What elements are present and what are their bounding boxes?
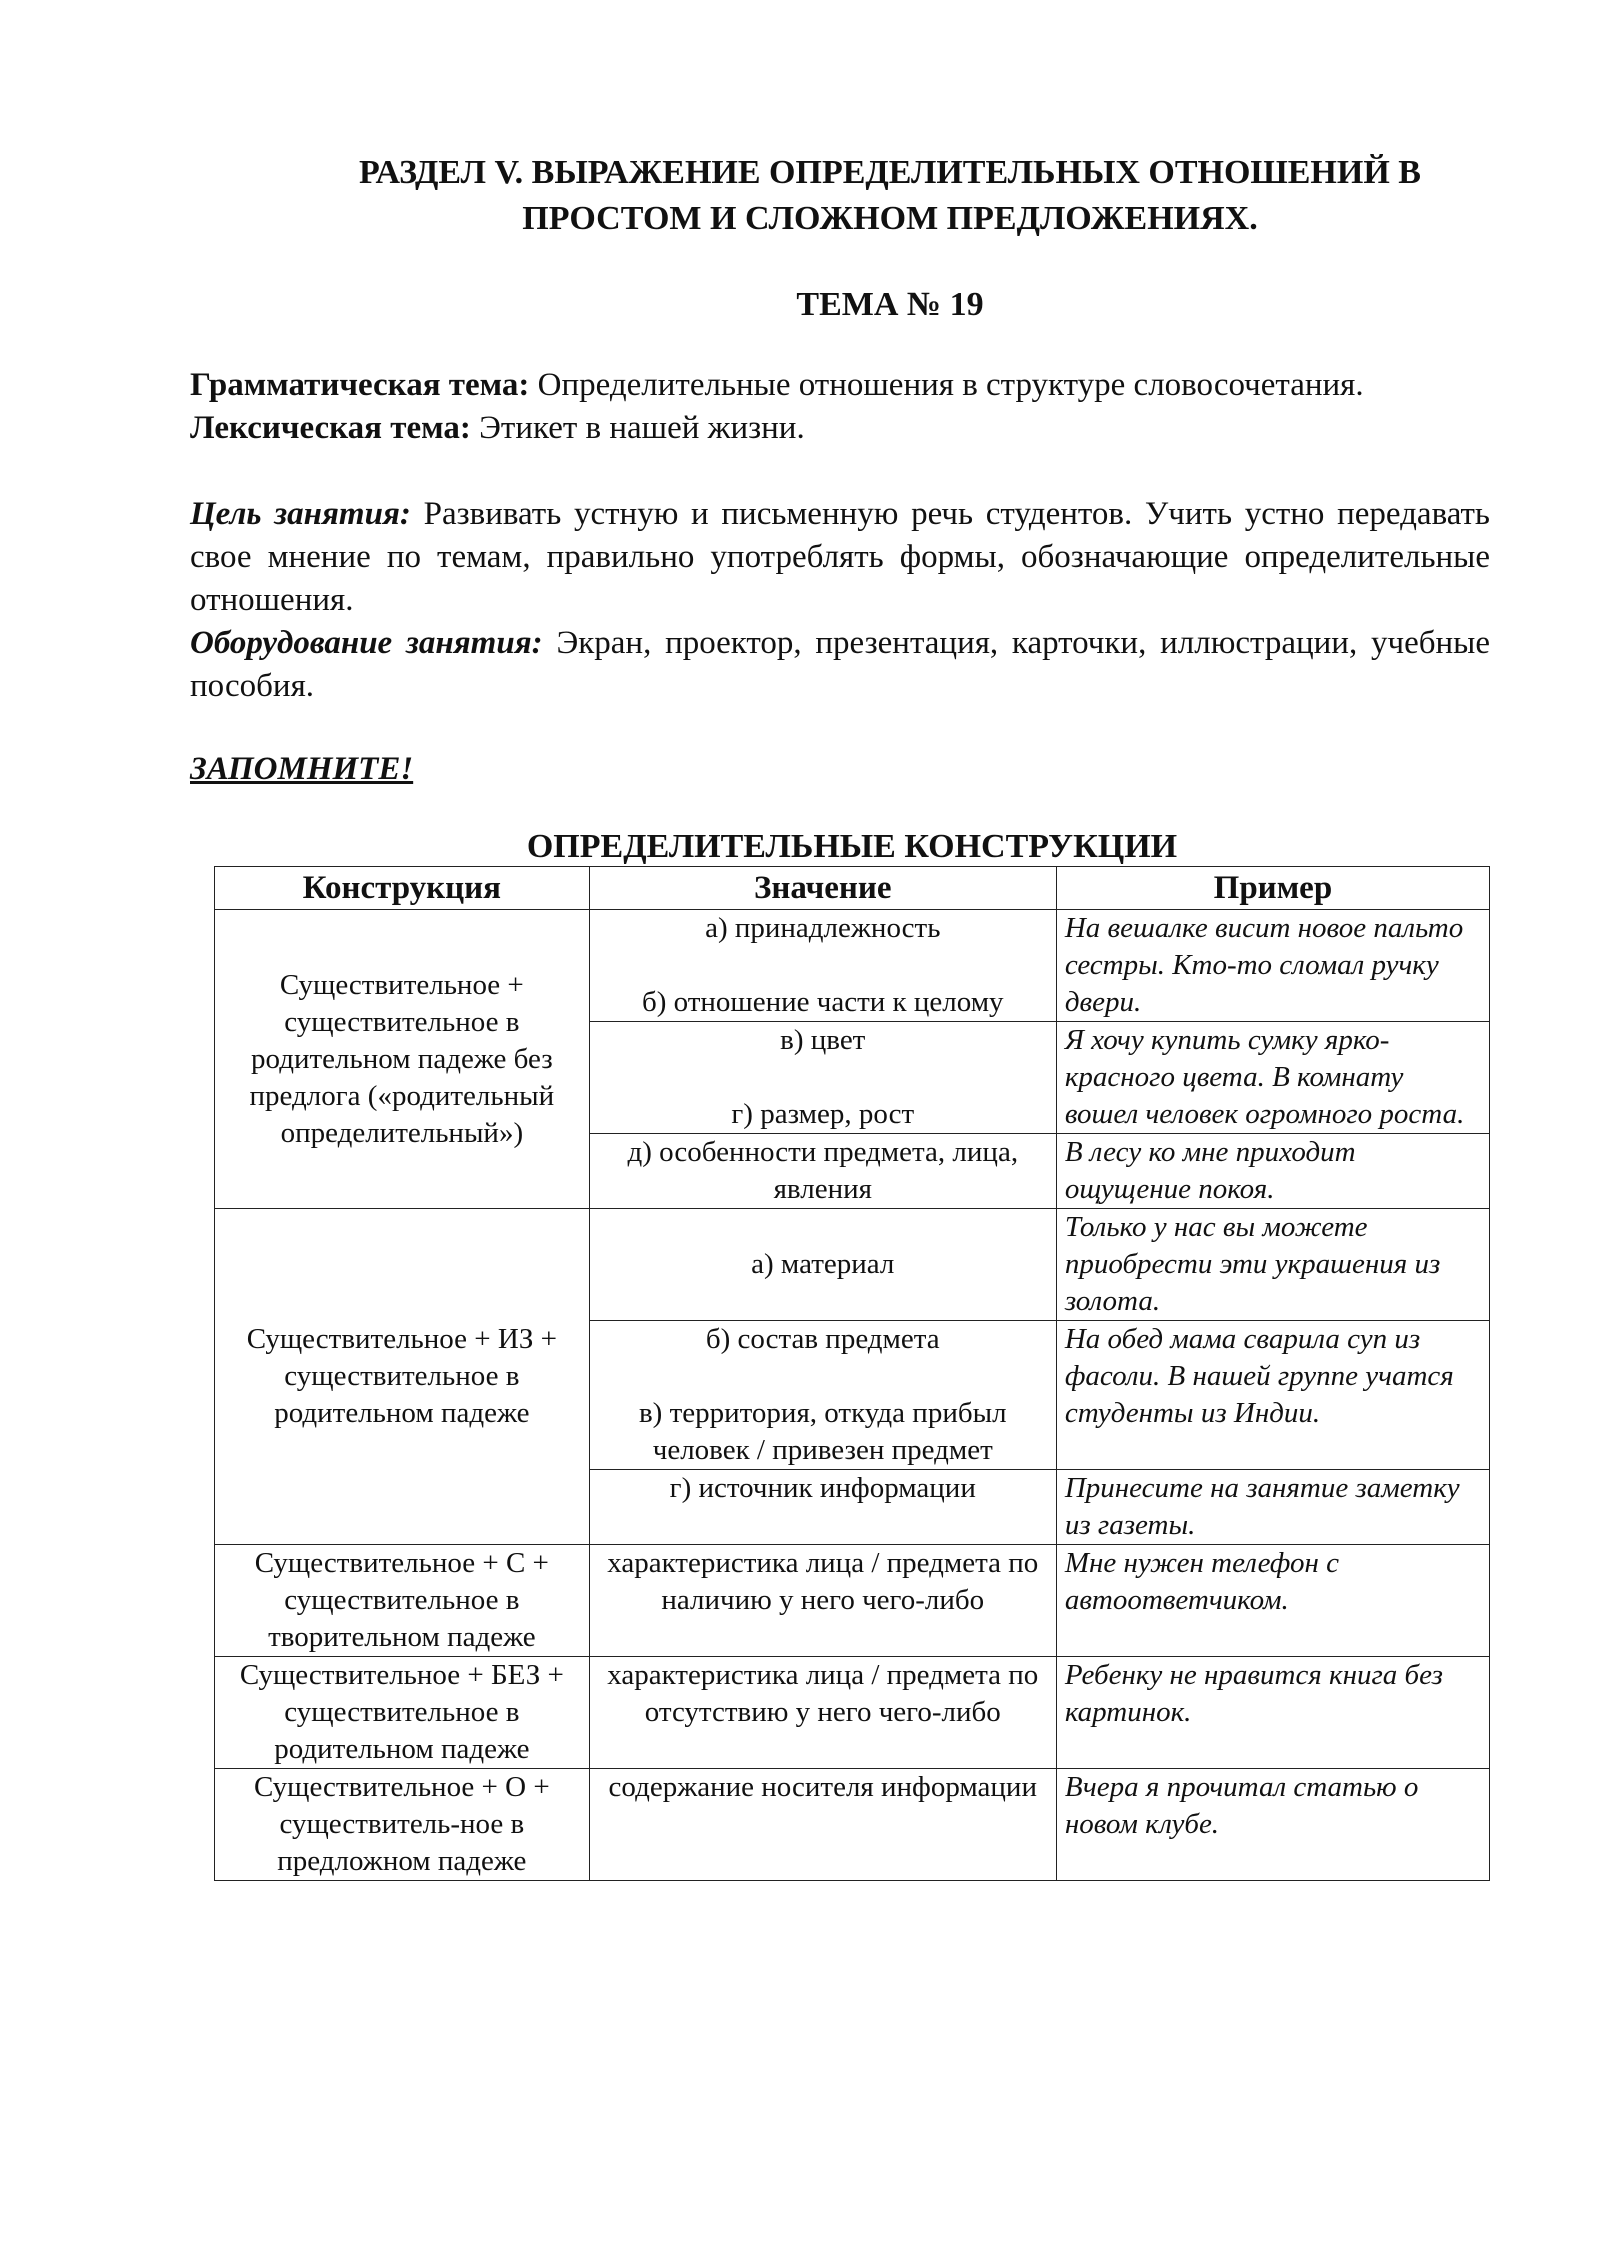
document-page	[190, 150, 1490, 1881]
goal-label: Цель занятия:	[190, 496, 411, 532]
header-construction: Конструкция	[215, 867, 590, 910]
example-cell: Вчера я прочитал статью о новом клубе.	[1056, 1769, 1489, 1881]
lesson-goal	[190, 493, 1490, 622]
header-meaning: Значение	[589, 867, 1056, 910]
construction-cell: Существительное + БЕЗ + существительное в родительном падеже	[215, 1657, 590, 1769]
example-cell: Принесите на занятие заметку из газеты.	[1056, 1470, 1489, 1545]
topic-number: ТЕМА № 19	[796, 286, 984, 323]
construction-cell: Существительное + ИЗ + существительное в родительном падеже	[215, 1209, 590, 1545]
construction-cell: Существительное + С + существительное в творительном падеже	[215, 1545, 590, 1657]
meaning-cell: д) особенности предмета, лица, явления	[589, 1134, 1056, 1209]
lexical-topic	[190, 407, 1490, 450]
grammar-topic	[190, 364, 1490, 407]
example-cell: Только у нас вы можете приобрести эти украшения из золота.	[1056, 1209, 1489, 1321]
meaning-cell: характеристика лица / предмета по отсутствию у него чего-либо	[589, 1657, 1056, 1769]
grammar-text: Определительные отношения в структуре словосочетания.	[529, 367, 1364, 403]
equipment-text: Экран, проектор, презентация, карточки, иллюстрации, учебные пособия.	[190, 625, 1490, 704]
header-example: Пример	[1056, 867, 1489, 910]
table-row	[215, 1657, 1490, 1769]
lexical-label: Лексическая тема:	[190, 410, 471, 446]
meaning-cell: а) материал	[589, 1209, 1056, 1321]
example-cell: Мне нужен телефон с автоответчиком.	[1056, 1545, 1489, 1657]
example-cell: На вешалке висит новое пальто сестры. Кто-то сломал ручку двери.	[1056, 910, 1489, 1022]
section-title	[280, 150, 1500, 242]
section-title-line1: РАЗДЕЛ V. ВЫРАЖЕНИЕ ОПРЕДЕЛИТЕЛЬНЫХ ОТНОШЕНИЙ В	[359, 154, 1421, 191]
meaning-cell: а) принадлежность б) отношение части к целому	[589, 910, 1056, 1022]
example-cell: На обед мама сварила суп из фасоли. В нашей группе учатся студенты из Индии.	[1056, 1321, 1489, 1470]
goal-text: Развивать устную и письменную речь студентов. Учить устно передавать свое мнение по темам, правильно употреблять формы, обозначающие определительные отношения.	[190, 496, 1490, 618]
table-row	[215, 1545, 1490, 1657]
table-row	[215, 1209, 1490, 1321]
construction-cell: Существительное + существительное в родительном падеже без предлога («родительный определительный»)	[215, 910, 590, 1209]
example-cell: Я хочу купить сумку ярко-красного цвета. В комнату вошел человек огромного роста.	[1056, 1022, 1489, 1134]
remember-heading: ЗАПОМНИТЕ!	[190, 751, 414, 787]
meaning-cell: г) источник информации	[589, 1470, 1056, 1545]
example-cell: В лесу ко мне приходит ощущение покоя.	[1056, 1134, 1489, 1209]
section-title-line2: ПРОСТОМ И СЛОЖНОМ ПРЕДЛОЖЕНИЯХ.	[522, 200, 1258, 237]
lesson-equipment	[190, 622, 1490, 708]
constructions-table	[214, 866, 1490, 1881]
table-row	[215, 1769, 1490, 1881]
table-header-row	[215, 867, 1490, 910]
meaning-cell: характеристика лица / предмета по наличию у него чего-либо	[589, 1545, 1056, 1657]
table-title: ОПРЕДЕЛИТЕЛЬНЫЕ КОНСТРУКЦИИ	[526, 828, 1178, 865]
meaning-cell: б) состав предмета в) территория, откуда прибыл человек / привезен предмет	[589, 1321, 1056, 1470]
lexical-text: Этикет в нашей жизни.	[470, 410, 805, 446]
equipment-label: Оборудование занятия:	[190, 625, 543, 661]
example-cell: Ребенку не нравится книга без картинок.	[1056, 1657, 1489, 1769]
construction-cell: Существительное + О + существитель-ное в предложном падеже	[215, 1769, 590, 1881]
meaning-cell: содержание носителя информации	[589, 1769, 1056, 1881]
table-row	[215, 910, 1490, 1022]
grammar-label: Грамматическая тема:	[190, 367, 530, 403]
meaning-cell: в) цвет г) размер, рост	[589, 1022, 1056, 1134]
